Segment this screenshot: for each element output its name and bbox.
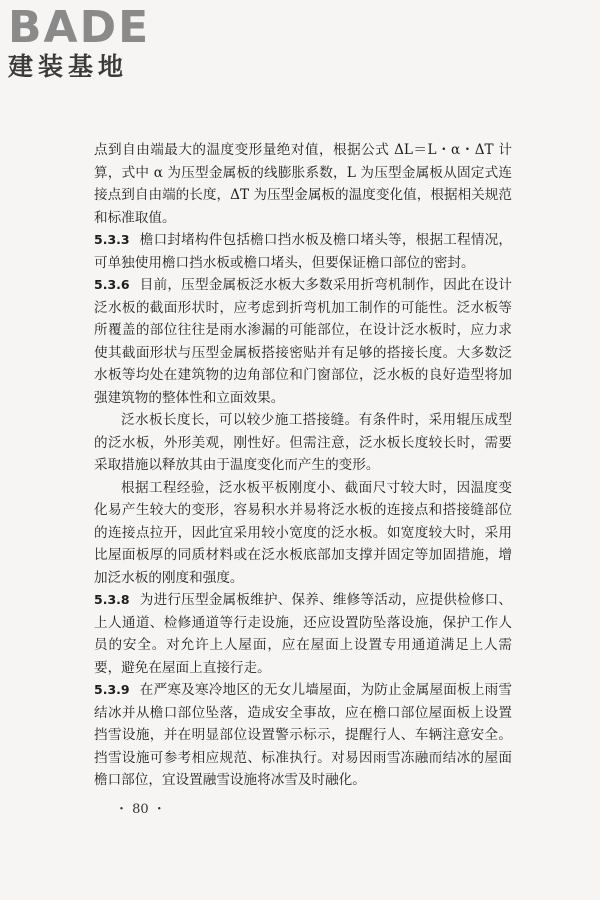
paragraph-text: 点到自由端最大的温度变形量绝对值，根据公式 ΔL＝L・α・ΔT 计算，式中 α 为压型金属板的线膨胀系数，L 为压型金属板从固定式连接点到自由端的长度，ΔT 为压型金属板的温度变化值，根据相关规范和标准取值。 bbox=[94, 142, 512, 226]
paragraph-text: 目前，压型金属板泛水板大多数采用折弯机制作，因此在设计泛水板的截面形状时，应考虑到折弯机加工制作的可能性。泛水板等所覆盖的部位往往是雨水渗漏的可能部位，在设计泛水板时，应力求使其截面形状与压型金属板搭接密贴并有足够的搭接长度。大多数泛水板等均处在建筑物的边角部位和门窗部位，泛水板的良好造型将加强建筑物的整体性和立面效果。 bbox=[94, 277, 512, 406]
paragraph-text: 泛水板长度长，可以较少施工搭接缝。有条件时，采用辊压成型的泛水板，外形美观，刚性好。但需注意，泛水板长度较长时，需要采取措施以释放其由于温度变化而产生的变形。 bbox=[94, 412, 512, 473]
paragraph-5-3-9 bbox=[94, 679, 512, 792]
section-number: 5.3.3 bbox=[94, 232, 130, 247]
paragraph-continuation bbox=[94, 139, 512, 229]
paragraph-5-3-6 bbox=[94, 274, 512, 409]
paragraph-text: 檐口封堵构件包括檐口挡水板及檐口堵头等，根据工程情况，可单独使用檐口挡水板或檐口堵头，但要保证檐口部位的密封。 bbox=[94, 232, 512, 271]
section-number: 5.3.6 bbox=[94, 277, 130, 292]
paragraph-flashing-length bbox=[94, 409, 512, 477]
logo-subtitle: 建装基地 bbox=[8, 52, 129, 81]
section-number: 5.3.8 bbox=[94, 592, 130, 607]
logo-wordmark: BADE bbox=[8, 2, 151, 53]
paragraph-text: 根据工程经验，泛水板平板刚度小、截面尺寸较大时，因温度变化易产生较大的变形，容易积水并易将泛水板的连接点和搭接缝部位的连接点拉开，因此宜采用较小宽度的泛水板。如宽度较大时，采用比屋面板厚的同质材料或在泛水板底部加支撑并固定等加固措施，增加泛水板的刚度和强度。 bbox=[94, 479, 512, 586]
paragraph-engineering-experience bbox=[94, 477, 512, 590]
paragraph-5-3-8 bbox=[94, 589, 512, 679]
paragraph-text: 为进行压型金属板维护、保养、维修等活动，应提供检修口、上人通道、检修通道等行走设施，还应设置防坠落设施，保护工作人员的安全。对允许上人屋面，应在屋面上设置专用通道满足上人需要，避免在屋面上直接行走。 bbox=[94, 592, 512, 676]
paragraph-5-3-3 bbox=[94, 229, 512, 274]
document-body bbox=[94, 139, 512, 792]
section-number: 5.3.9 bbox=[94, 682, 130, 697]
paragraph-text: 在严寒及寒冷地区的无女儿墙屋面，为防止金属屋面板上雨雪结冰并从檐口部位坠落，造成安全事故，应在檐口部位屋面板上设置挡雪设施，并在明显部位设置警示标示，提醒行人、车辆注意安全。挡雪设施可参考相应规范、标准执行。对易因雨雪冻融而结冰的屋面檐口部位，宜设置融雪设施将冰雪及时融化。 bbox=[94, 682, 512, 788]
page-number: ・ 80 ・ bbox=[115, 802, 166, 817]
brand-logo bbox=[8, 2, 188, 82]
